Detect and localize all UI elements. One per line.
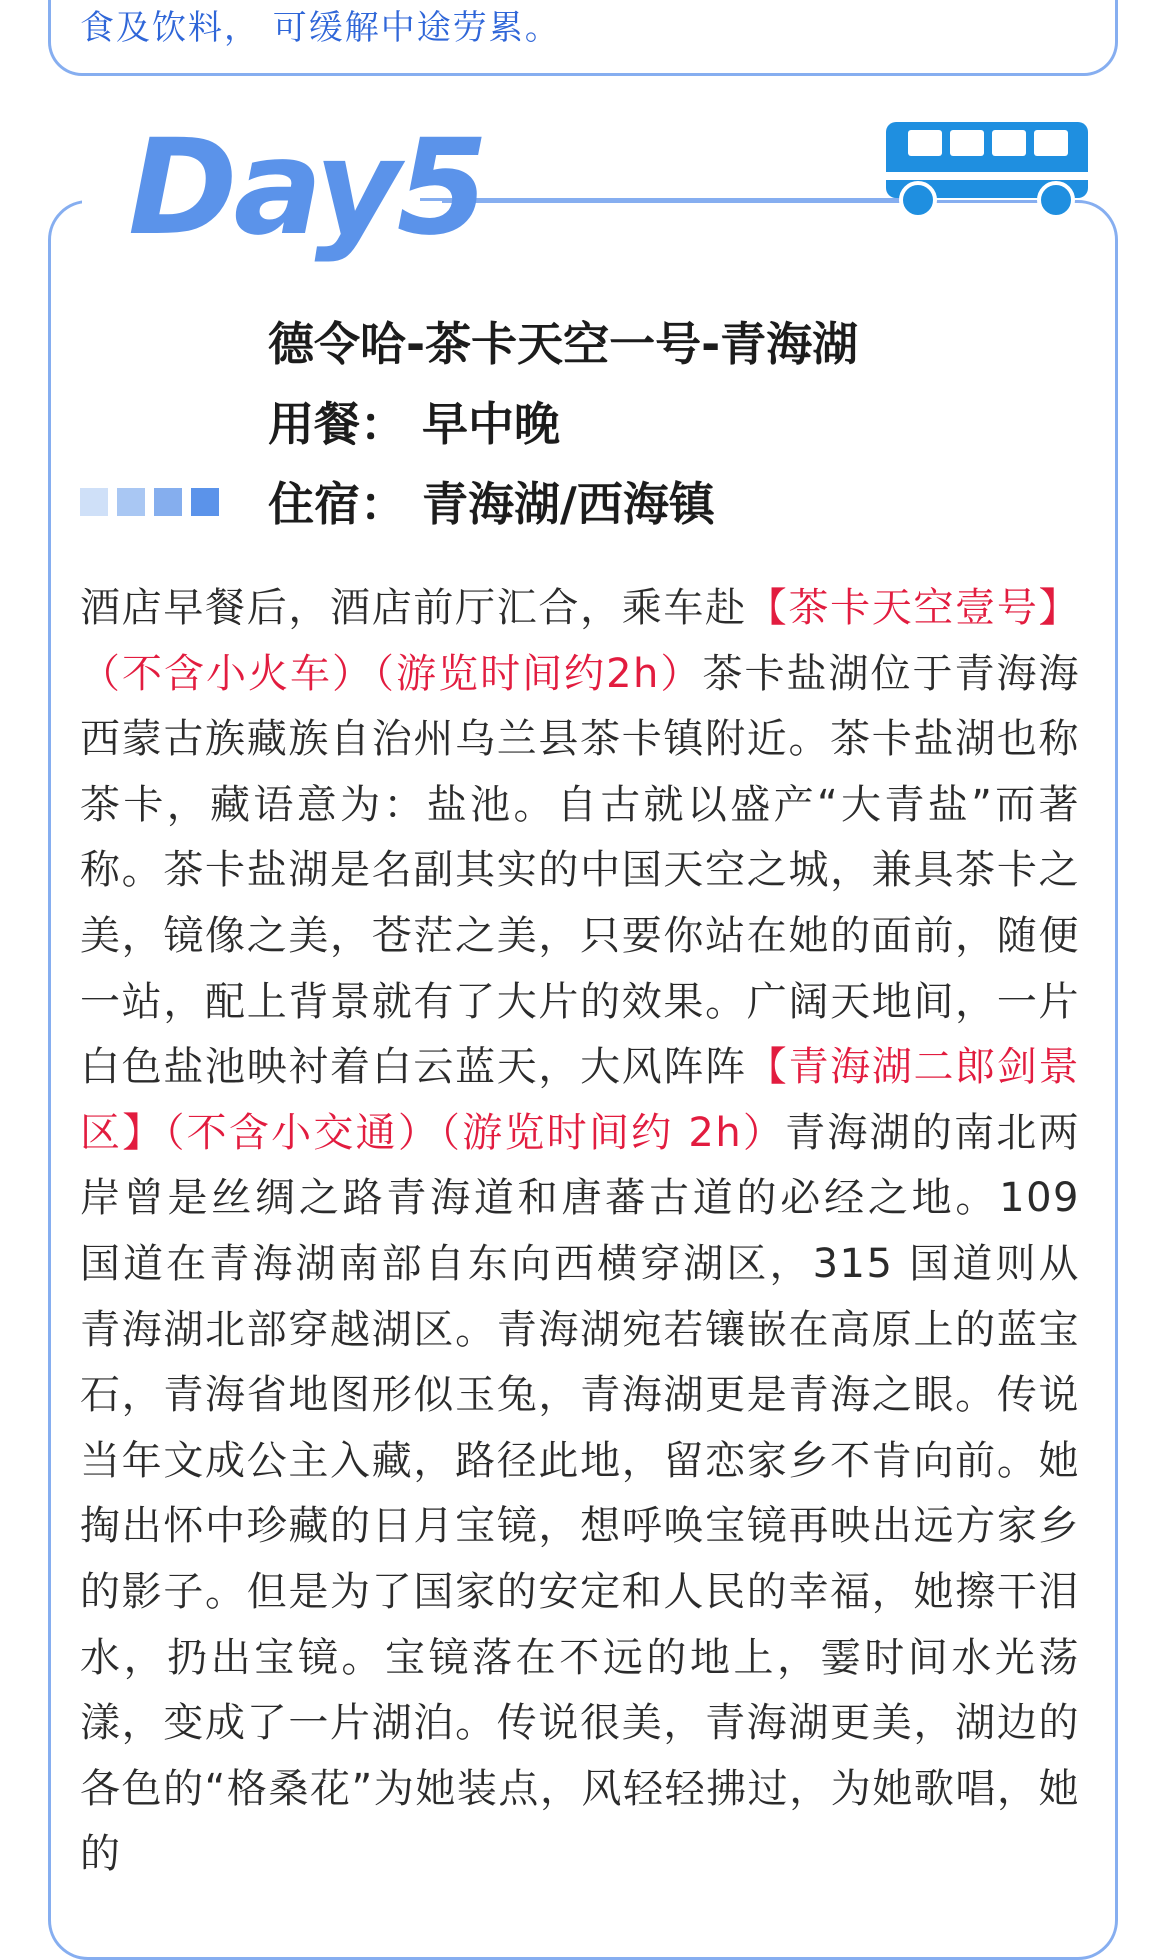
description-text: 青海湖的南北两岸曾是丝绸之路青海道和唐蕃古道的必经之地。109 国道在青海湖南部自东向西横穿湖区，315 国道则从青海湖北部穿越湖区。青海湖宛若镶嵌在高原上的蓝宝石，青海省地图形似玉兔，青海湖更是青海之眼。传说当年文成公主入藏，路径此地，留恋家乡不肯向前。她掏出怀中珍藏的日月宝镜，想呼唤宝镜再映出远方家乡的影子。但是为了国家的安定和人民的幸福，她擦干泪水，扔出宝镜。宝镜落在不远的地上，霎时间水光荡漾，变成了一片湖泊。传说很美，青海湖更美，湖边的各色的“格桑花”为她装点，风轻轻拂过，为她歌唱，她的 (80, 1109, 1081, 1878)
description-text: 酒店早餐后，酒店前厅汇合，乘车赴 (80, 585, 747, 631)
day-description (80, 576, 1080, 1888)
decor-square (191, 488, 219, 516)
attraction-highlight: 【茶卡天空壹号】（不含小火车）（游览时间约2h） (80, 585, 1081, 697)
day-title: Day5 (128, 111, 485, 265)
lodging-heading: 住宿： 青海湖/西海镇 (268, 477, 715, 531)
bus-icon (882, 120, 1092, 218)
decor-square (80, 488, 108, 516)
day-summary (268, 312, 858, 552)
decorative-squares (80, 488, 219, 516)
decor-square (117, 488, 145, 516)
decor-square (154, 488, 182, 516)
previous-day-tail-text: 食及饮料， 可缓解中途劳累。 (80, 8, 561, 48)
attraction-highlight: 【青海湖二郎剑景区】（不含小交通）（游览时间约 2h） (80, 1044, 1081, 1156)
description-text: 茶卡盐湖位于青海海西蒙古族藏族自治州乌兰县茶卡镇附近。茶卡盐湖也称茶卡，藏语意为：盐池。自古就以盛产“大青盐”而著称。茶卡盐湖是名副其实的中国天空之城，兼具茶卡之美，镜像之美，苍茫之美，只要你站在她的面前，随便一站，配上背景就有了大片的效果。广阔天地间，一片白色盐池映衬着白云蓝天，大风阵阵 (80, 650, 1081, 1091)
route-heading: 德令哈-茶卡天空一号-青海湖 (268, 317, 859, 371)
meals-heading: 用餐： 早中晚 (268, 397, 561, 451)
title-divider-line (420, 198, 910, 201)
